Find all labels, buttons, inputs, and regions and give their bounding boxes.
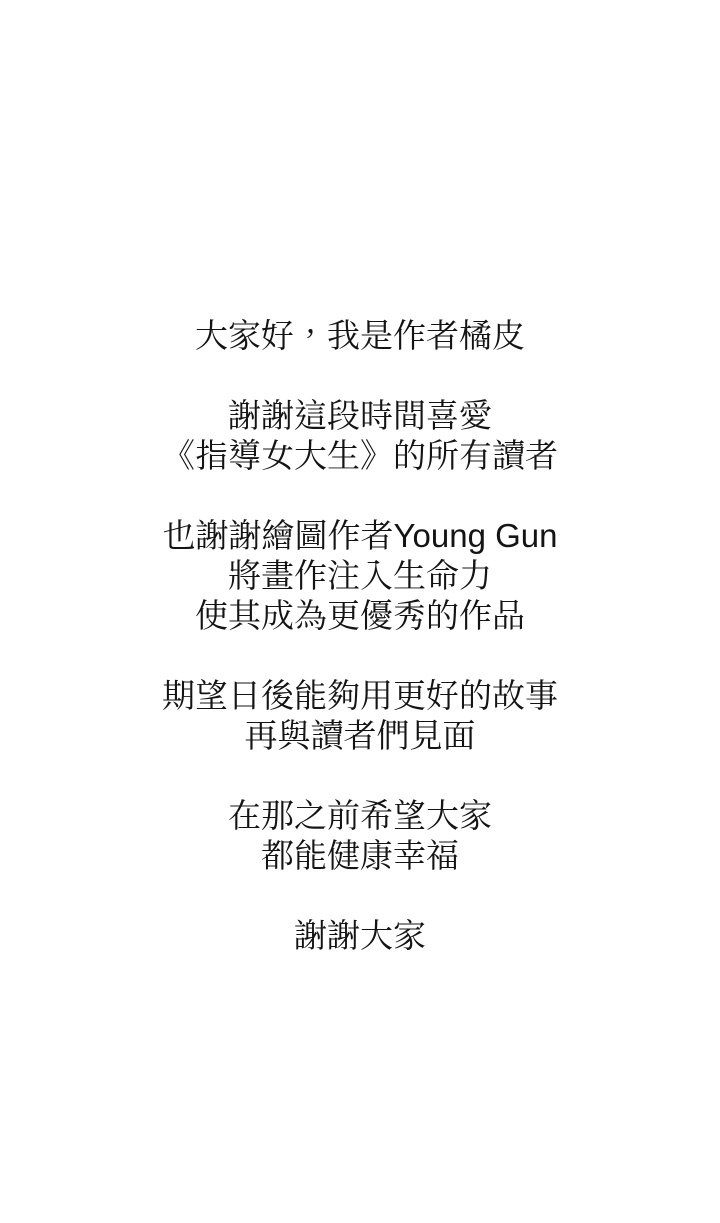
- message-line: 將畫作注入生命力: [228, 557, 492, 594]
- paragraph-thanks-readers: [0, 396, 720, 476]
- paragraph-future-hope: [0, 676, 720, 756]
- message-line: 使其成為更優秀的作品: [195, 597, 525, 634]
- message-line: 在那之前希望大家: [228, 797, 492, 834]
- paragraph-thanks-artist: [0, 516, 720, 636]
- message-line: 謝謝這段時間喜愛: [228, 397, 492, 434]
- message-line: 期望日後能夠用更好的故事: [162, 677, 558, 714]
- message-line: 都能健康幸福: [261, 837, 459, 874]
- paragraph-closing: [0, 916, 720, 956]
- author-message: [0, 316, 720, 956]
- paragraph-greeting: [0, 316, 720, 356]
- paragraph-well-wishes: [0, 796, 720, 876]
- message-line: 再與讀者們見面: [244, 717, 476, 754]
- message-line: 《指導女大生》的所有讀者: [162, 437, 558, 474]
- message-line: 大家好，我是作者橘皮: [195, 317, 525, 354]
- message-line: 謝謝大家: [294, 917, 426, 954]
- message-line: 也謝謝繪圖作者Young Gun: [162, 517, 558, 554]
